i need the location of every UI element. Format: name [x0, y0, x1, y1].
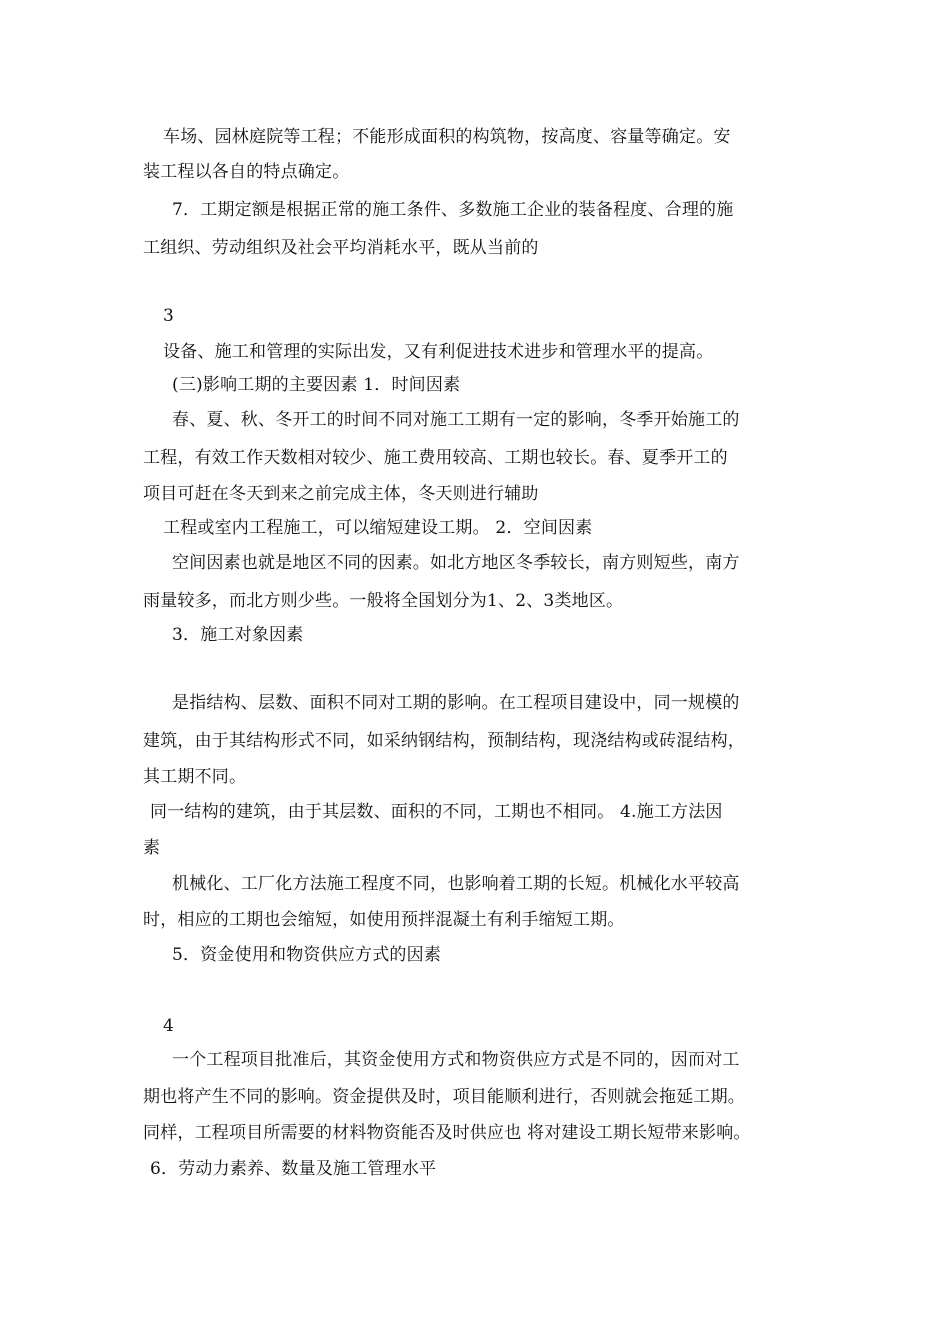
text-line: 工组织、劳动组织及社会平均消耗水平，既从当前的 [143, 238, 539, 258]
text-line: 装工程以各自的特点确定。 [143, 162, 350, 182]
text-line: 素 [143, 838, 161, 858]
section-heading: 5．资金使用和物资供应方式的因素 [172, 945, 442, 965]
section-heading: 3．施工对象因素 [172, 625, 304, 645]
text-line: 期也将产生不同的影响。资金提供及时，项目能顺利进行，否则就会拖延工期。 [143, 1087, 745, 1107]
section-heading: 6．劳动力素养、数量及施工管理水平 [150, 1159, 437, 1179]
text-line: 机械化、工厂化方法施工程度不同，也影响着工期的长短。机械化水平较高 [172, 874, 740, 894]
text-line: 一个工程项目批准后，其资金使用方式和物资供应方式是不同的，因而对工 [172, 1050, 740, 1070]
text-line: 建筑，由于其结构形式不同，如采纳钢结构，预制结构，现浇结构或砖混结构， [143, 731, 745, 751]
text-line: 空间因素也就是地区不同的因素。如北方地区冬季较长，南方则短些，南方 [172, 553, 740, 573]
text-line: 同样，工程项目所需要的材料物资能否及时供应也 将对建设工期长短带来影响。 [143, 1123, 751, 1143]
page-number: 4 [163, 1016, 175, 1036]
text-line: 同一结构的建筑，由于其层数、面积的不同，工期也不相同。 4.施工方法因 [150, 802, 723, 822]
text-line: 春、夏、秋、冬开工的时间不同对施工工期有一定的影响，冬季开始施工的 [172, 410, 740, 430]
text-line: 车场、园林庭院等工程；不能形成面积的构筑物，按高度、容量等确定。安 [163, 127, 731, 147]
text-line: 其工期不同。 [143, 767, 247, 787]
page-number: 3 [163, 306, 175, 326]
text-line: 工程，有效工作天数相对较少、施工费用较高、工期也较长。春、夏季开工的 [143, 448, 728, 468]
text-line: 是指结构、层数、面积不同对工期的影响。在工程项目建设中，同一规模的 [172, 693, 740, 713]
text-line: 雨量较多，而北方则少些。一般将全国划分为1、2、3类地区。 [143, 591, 624, 611]
section-heading: (三)影响工期的主要因素 1．时间因素 [172, 375, 461, 395]
text-line: 7．工期定额是根据正常的施工条件、多数施工企业的装备程度、合理的施 [172, 200, 734, 220]
text-line: 设备、施工和管理的实际出发，又有利促进技术进步和管理水平的提高。 [163, 342, 714, 362]
text-line: 时，相应的工期也会缩短，如使用预拌混凝土有利手缩短工期。 [143, 910, 625, 930]
text-line: 项目可赶在冬天到来之前完成主体，冬天则进行辅助 [143, 484, 539, 504]
text-line: 工程或室内工程施工，可以缩短建设工期。 2．空间因素 [163, 518, 593, 538]
